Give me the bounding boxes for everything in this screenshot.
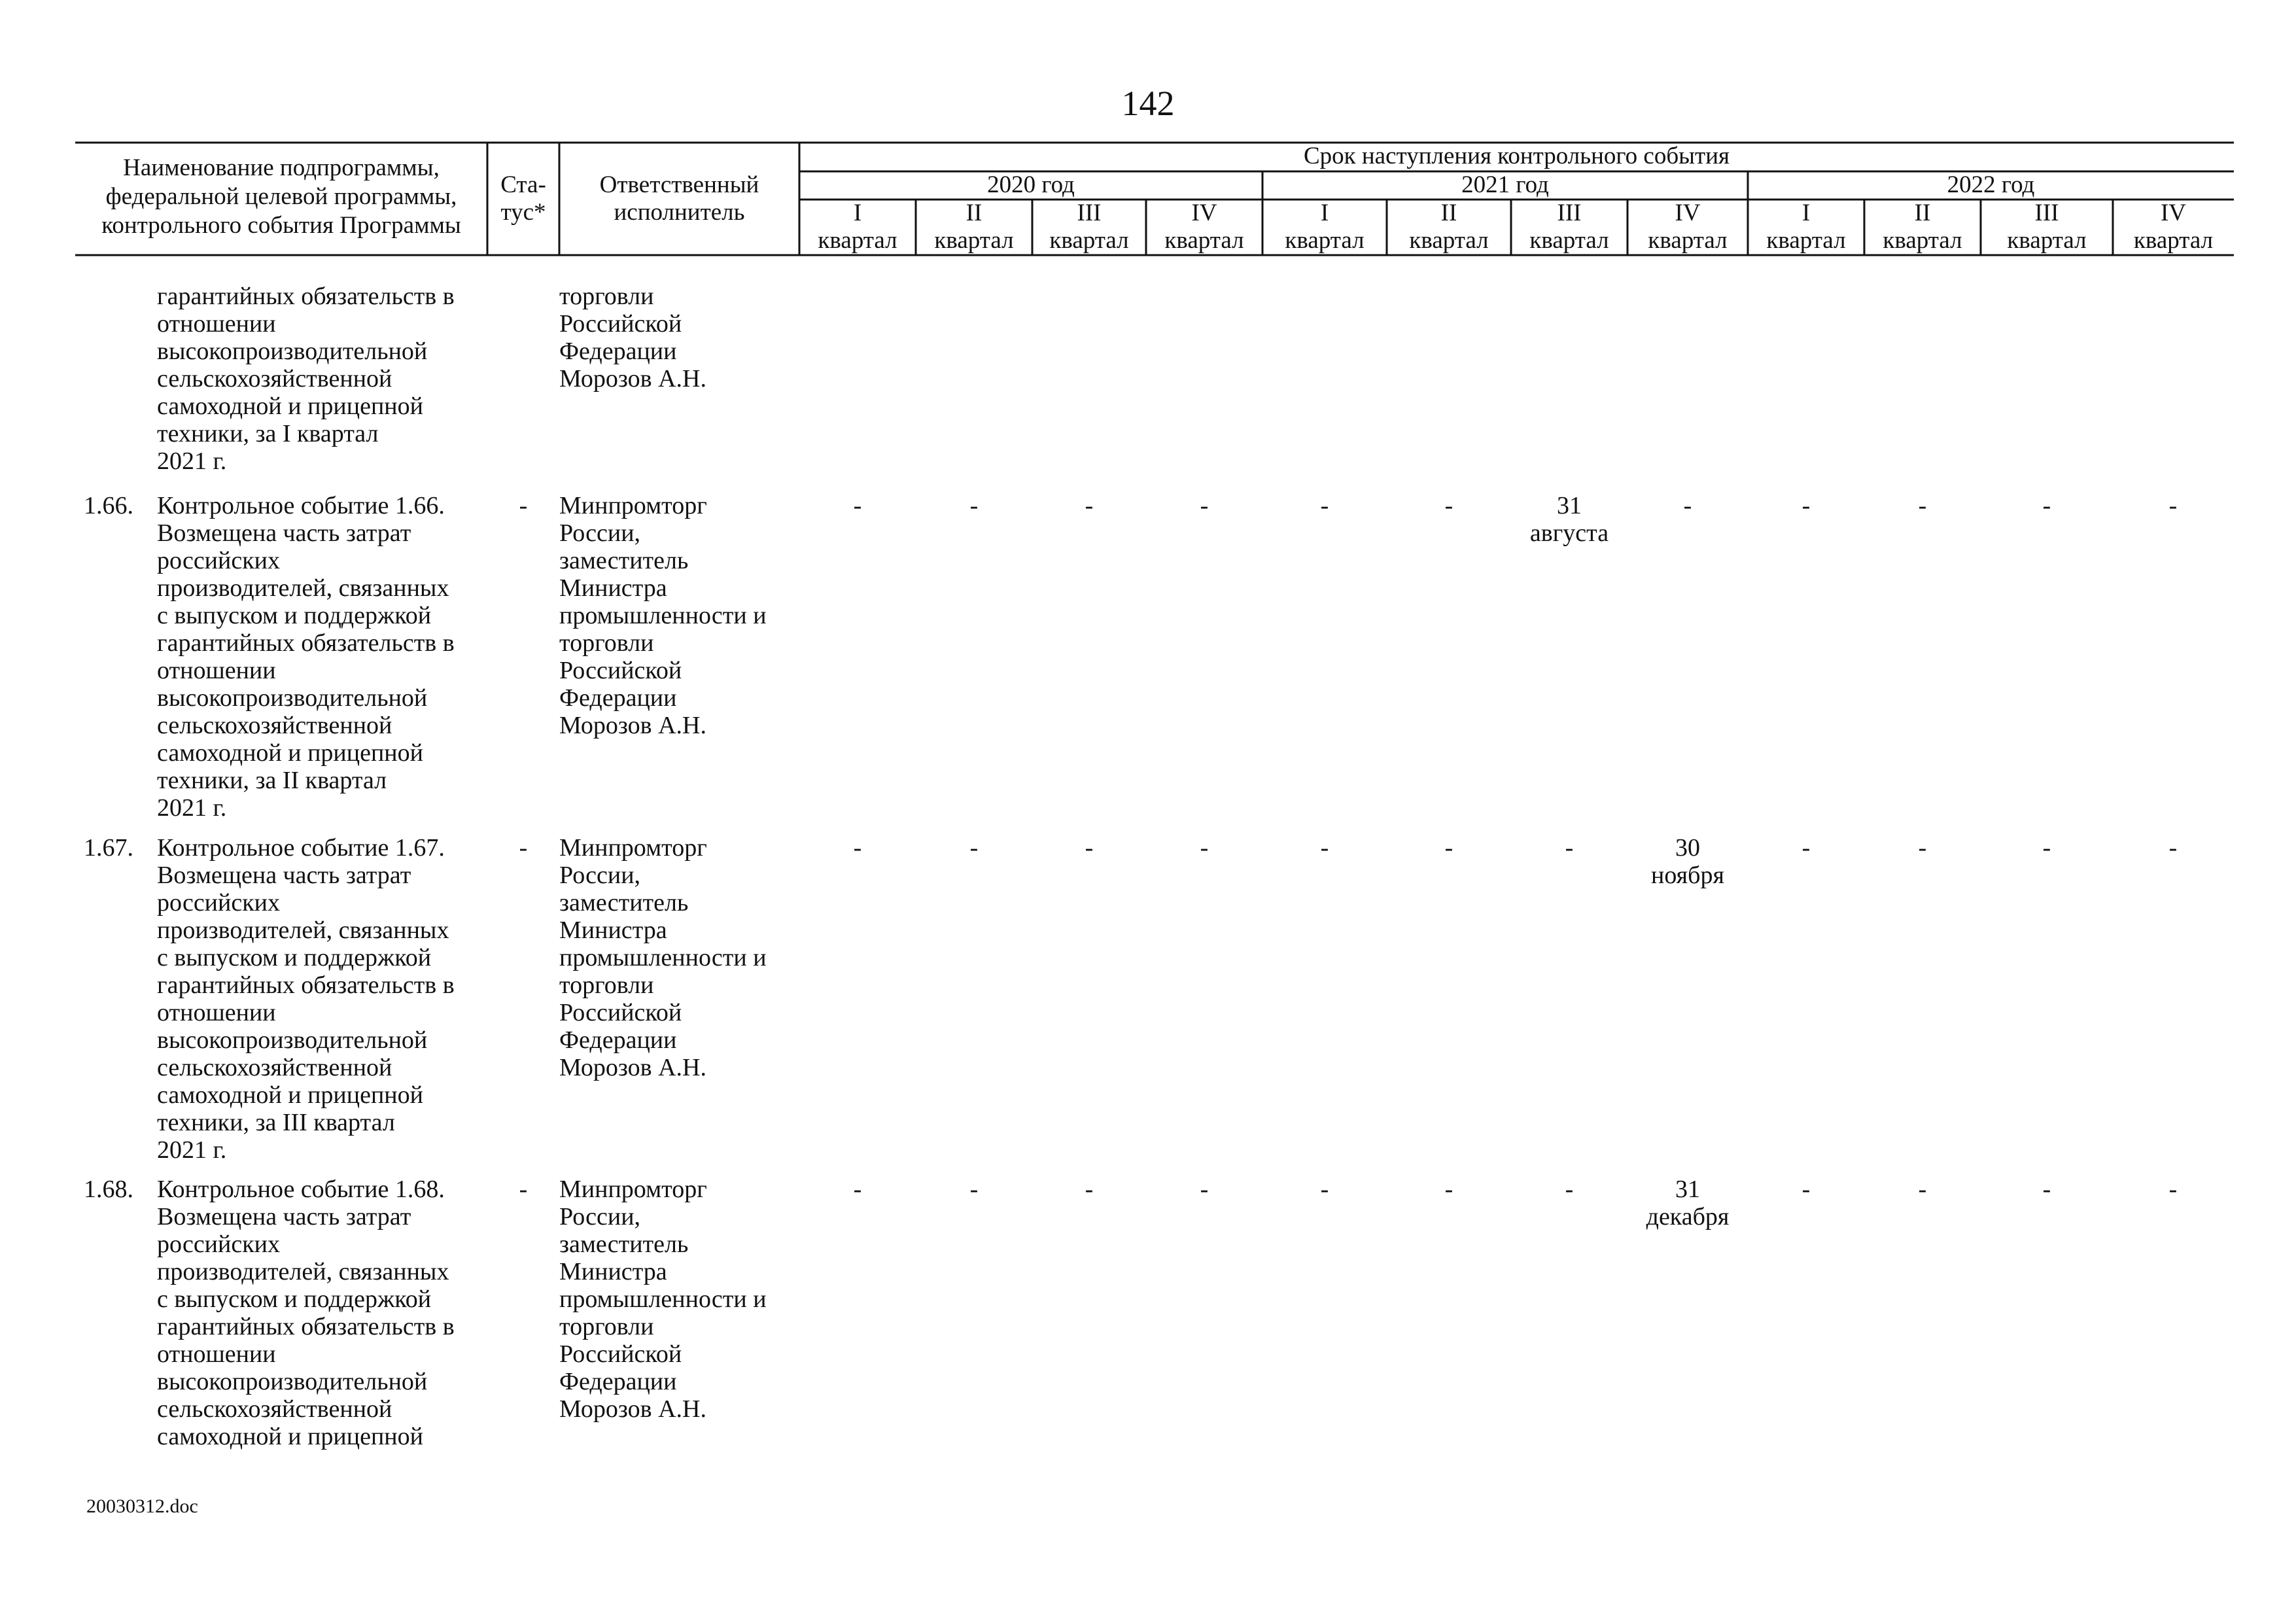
executor-line: промышленности и (559, 602, 767, 629)
executor-line: России, (559, 862, 641, 889)
quarter-numeral: III (1557, 200, 1582, 226)
quarter-value: - (1444, 1176, 1453, 1203)
quarter-value: - (1200, 834, 1209, 862)
header-executor-line-2: исполнитель (614, 199, 745, 226)
quarter-value: - (1320, 834, 1329, 862)
quarter-value: - (969, 1176, 979, 1203)
quarter-date: 31 декабря (1646, 1176, 1730, 1230)
quarter-word: квартал (1766, 227, 1846, 254)
quarter-word: квартал (1049, 227, 1129, 254)
quarter-word: квартал (818, 227, 897, 254)
event-name-line: Возмещена часть затрат (157, 862, 411, 889)
quarter-value: - (1565, 834, 1574, 862)
quarter-numeral: IV (1675, 200, 1701, 226)
event-name-line: гарантийных обязательств в (157, 971, 455, 999)
executor-line: России, (559, 519, 641, 547)
event-name-line: российских (157, 889, 281, 916)
quarter-word: квартал (1529, 227, 1609, 254)
row-number: 1.67. (84, 834, 133, 862)
event-name-line: Контрольное событие 1.67. (157, 834, 445, 862)
executor-line: промышленности и (559, 944, 767, 971)
quarter-value: - (1801, 1176, 1811, 1203)
event-name-line: Контрольное событие 1.66. (157, 492, 445, 519)
quarter-numeral: III (1077, 200, 1102, 226)
quarter-numeral: IV (1191, 200, 1217, 226)
event-name-line: самоходной и прицепной (157, 1081, 423, 1109)
header-status-line-1: Ста- (500, 171, 546, 198)
quarter-value: - (2042, 1176, 2051, 1203)
quarter-value: - (853, 834, 862, 862)
executor-line: Российской (559, 1340, 682, 1368)
quarter-numeral: I (1801, 200, 1811, 226)
quarter-value: - (2168, 834, 2178, 862)
quarter-value: - (1918, 492, 1927, 519)
quarter-value: - (1565, 1176, 1574, 1203)
header-year-2020: 2020 год (987, 171, 1075, 198)
header-executor-line-1: Ответственный (599, 171, 759, 198)
event-name-line: производителей, связанных (157, 1258, 449, 1285)
row-number: 1.68. (84, 1176, 133, 1203)
executor-line: торговли (559, 971, 654, 999)
executor-line: Российской (559, 657, 682, 684)
header-name-line-3: контрольного события Программы (101, 212, 461, 239)
event-name-line: сельскохозяйственной (157, 712, 392, 739)
executor-line: Минпромторг (559, 834, 707, 862)
quarter-value: - (1444, 834, 1453, 862)
executor-line: Морозов А.Н. (559, 365, 706, 393)
status-value: - (519, 492, 528, 519)
quarter-value: - (1801, 492, 1811, 519)
executor-line: Минпромторг (559, 492, 707, 519)
event-name-line: с выпуском и поддержкой (157, 602, 432, 629)
quarter-numeral: II (1914, 200, 1931, 226)
event-name-line: гарантийных обязательств в (157, 283, 455, 310)
event-name-line: производителей, связанных (157, 916, 449, 944)
executor-line: Федерации (559, 338, 677, 365)
event-name-line: 2021 г. (157, 794, 227, 822)
event-name-line: Возмещена часть затрат (157, 1203, 411, 1230)
quarter-value: - (1801, 834, 1811, 862)
quarter-value: - (1918, 834, 1927, 862)
executor-line: торговли (559, 629, 654, 657)
event-name-line: отношении (157, 1340, 276, 1368)
event-name-line: с выпуском и поддержкой (157, 1285, 432, 1313)
page-number: 142 (1121, 84, 1175, 123)
quarter-value: - (2042, 834, 2051, 862)
event-name-line: самоходной и прицепной (157, 393, 423, 420)
header-year-2022: 2022 год (1947, 171, 2035, 198)
quarter-value: - (1918, 1176, 1927, 1203)
executor-line: Федерации (559, 1026, 677, 1054)
executor-line: Министра (559, 916, 667, 944)
event-name-line: производителей, связанных (157, 574, 449, 602)
event-name-line: гарантийных обязательств в (157, 629, 455, 657)
event-name-line: с выпуском и поддержкой (157, 944, 432, 971)
quarter-value: - (1320, 492, 1329, 519)
quarter-word: квартал (2007, 227, 2087, 254)
executor-line: заместитель (559, 889, 689, 916)
event-name-line: Контрольное событие 1.68. (157, 1176, 445, 1203)
event-name-line: российских (157, 1230, 281, 1258)
event-name-line: 2021 г. (157, 447, 227, 475)
executor-line: Федерации (559, 1368, 677, 1395)
executor-line: Министра (559, 574, 667, 602)
quarter-date: 31 августа (1529, 492, 1609, 547)
event-name-line: техники, за II квартал (157, 767, 387, 794)
executor-line: промышленности и (559, 1285, 767, 1313)
header-status-line-2: тус* (500, 199, 546, 226)
event-name-line: высокопроизводительной (157, 1026, 428, 1054)
executor-line: Российской (559, 999, 682, 1026)
header-name-line-2: федеральной целевой программы, (105, 183, 457, 210)
event-name-line: самоходной и прицепной (157, 739, 423, 767)
executor-line: Морозов А.Н. (559, 1054, 706, 1081)
footer-filename: 20030312.doc (86, 1495, 198, 1517)
event-name-line: отношении (157, 999, 276, 1026)
row-number: 1.66. (84, 492, 133, 519)
event-name-line: техники, за I квартал (157, 420, 379, 447)
quarter-numeral: III (2034, 200, 2059, 226)
quarter-value: - (853, 1176, 862, 1203)
quarter-value: - (969, 834, 979, 862)
executor-line: Минпромторг (559, 1176, 707, 1203)
quarter-word: квартал (2133, 227, 2214, 254)
header-deadline: Срок наступления контрольного события (1303, 143, 1730, 169)
quarter-word: квартал (1648, 227, 1728, 254)
quarter-numeral: I (1320, 200, 1329, 226)
event-name-line: отношении (157, 310, 276, 338)
quarter-value: - (1085, 1176, 1094, 1203)
event-name-line: высокопроизводительной (157, 1368, 428, 1395)
quarter-word: квартал (1285, 227, 1365, 254)
quarter-value: - (2168, 1176, 2178, 1203)
header-year-2021: 2021 год (1461, 171, 1549, 198)
event-name-line: сельскохозяйственной (157, 365, 392, 393)
event-name-line: российских (157, 547, 281, 574)
event-name-line: гарантийных обязательств в (157, 1313, 455, 1340)
quarter-value: - (1683, 492, 1692, 519)
event-name-line: Возмещена часть затрат (157, 519, 411, 547)
event-name-line: отношении (157, 657, 276, 684)
executor-line: Морозов А.Н. (559, 1395, 706, 1423)
quarter-word: квартал (934, 227, 1014, 254)
executor-line: Министра (559, 1258, 667, 1285)
quarter-numeral: II (965, 200, 983, 226)
quarter-date: 30 ноября (1651, 834, 1724, 889)
executor-line: заместитель (559, 547, 689, 574)
executor-line: заместитель (559, 1230, 689, 1258)
executor-line: Морозов А.Н. (559, 712, 706, 739)
quarter-value: - (1085, 492, 1094, 519)
executor-line: торговли (559, 283, 654, 310)
quarter-value: - (2042, 492, 2051, 519)
event-name-line: техники, за III квартал (157, 1109, 395, 1136)
quarter-value: - (853, 492, 862, 519)
executor-line: России, (559, 1203, 641, 1230)
executor-line: Федерации (559, 684, 677, 712)
event-name-line: 2021 г. (157, 1136, 227, 1164)
quarter-word: квартал (1409, 227, 1489, 254)
event-name-line: высокопроизводительной (157, 684, 428, 712)
event-name-line: самоходной и прицепной (157, 1423, 423, 1450)
quarter-value: - (2168, 492, 2178, 519)
executor-line: Российской (559, 310, 682, 338)
executor-line: торговли (559, 1313, 654, 1340)
header-name-line-1: Наименование подпрограммы, (123, 154, 440, 181)
quarter-value: - (1200, 1176, 1209, 1203)
quarter-value: - (1444, 492, 1453, 519)
event-name-line: сельскохозяйственной (157, 1054, 392, 1081)
event-name-line: высокопроизводительной (157, 338, 428, 365)
quarter-value: - (1200, 492, 1209, 519)
quarter-value: - (1320, 1176, 1329, 1203)
status-value: - (519, 834, 528, 862)
quarter-numeral: I (853, 200, 862, 226)
quarter-value: - (1085, 834, 1094, 862)
quarter-word: квартал (1164, 227, 1244, 254)
quarter-numeral: II (1440, 200, 1457, 226)
event-name-line: сельскохозяйственной (157, 1395, 392, 1423)
quarter-word: квартал (1883, 227, 1962, 254)
quarter-numeral: IV (2160, 200, 2187, 226)
status-value: - (519, 1176, 528, 1203)
quarter-value: - (969, 492, 979, 519)
